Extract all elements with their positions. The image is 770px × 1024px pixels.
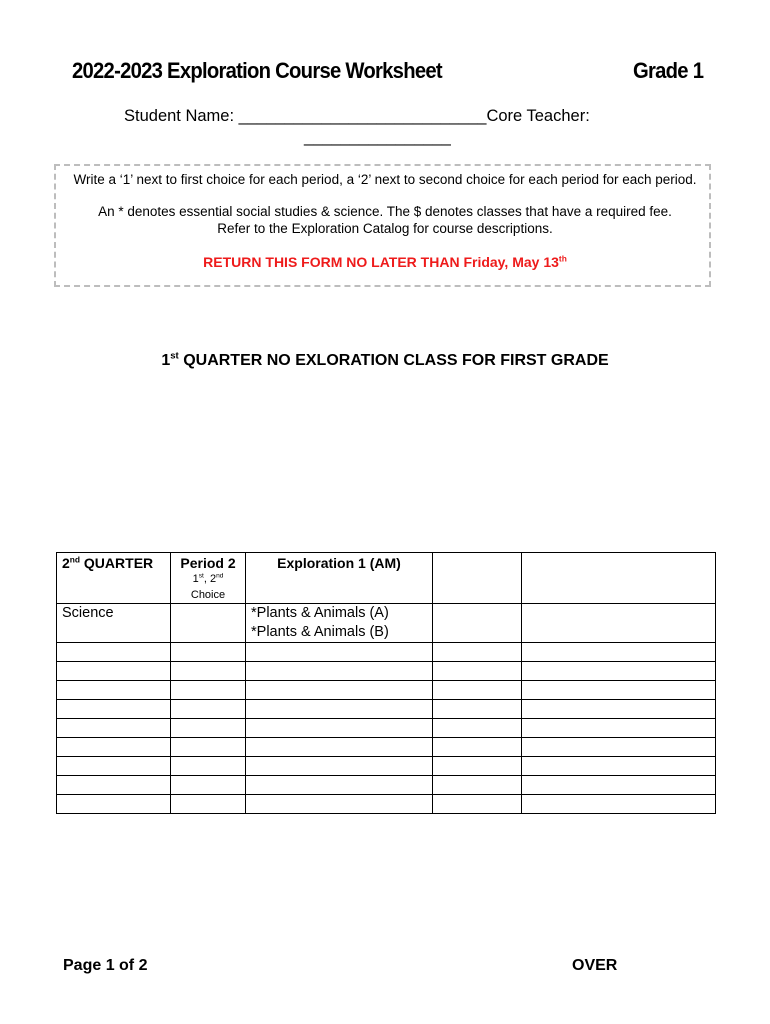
table-cell	[57, 643, 171, 662]
choice-cell[interactable]	[171, 700, 246, 719]
table-row	[57, 719, 716, 738]
table-cell	[246, 719, 433, 738]
table-cell	[522, 643, 716, 662]
core-teacher-label: Core Teacher:	[486, 107, 590, 125]
return-deadline	[0, 254, 770, 270]
choice-cell[interactable]	[171, 795, 246, 814]
table-cell	[57, 662, 171, 681]
quarter1-heading	[0, 352, 770, 370]
table-row	[57, 604, 716, 643]
table-cell	[57, 795, 171, 814]
table-row	[57, 738, 716, 757]
core-teacher-field[interactable]: ________________	[304, 128, 451, 146]
quarter1-text: QUARTER NO EXLORATION CLASS FOR FIRST GRADE	[178, 352, 609, 369]
table-cell	[522, 757, 716, 776]
return-deadline-sup: th	[558, 253, 567, 264]
table-cell	[522, 662, 716, 681]
table-cell	[246, 776, 433, 795]
table-cell	[522, 700, 716, 719]
table-cell	[57, 757, 171, 776]
table-cell	[246, 662, 433, 681]
instruction-symbols: An * denotes essential social studies & science. The $ denotes classes that have a required fee.	[98, 204, 672, 219]
table-cell	[522, 776, 716, 795]
choice-1: 1	[192, 573, 199, 585]
table-row	[57, 757, 716, 776]
instruction-catalog: Refer to the Exploration Catalog for course descriptions.	[217, 221, 553, 236]
choice-cell[interactable]	[171, 604, 246, 643]
table-cell	[246, 795, 433, 814]
quarter2-num: 2	[62, 555, 70, 571]
header-empty-cell	[522, 553, 716, 604]
table-cell	[246, 757, 433, 776]
table-cell	[522, 738, 716, 757]
table-cell	[433, 719, 522, 738]
table-cell	[57, 719, 171, 738]
class-option: *Plants & Animals (A)	[251, 605, 389, 621]
student-name-label: Student Name:	[124, 107, 239, 125]
table-cell	[433, 604, 522, 643]
table-cell	[433, 700, 522, 719]
table-cell	[522, 719, 716, 738]
choice-cell[interactable]	[171, 662, 246, 681]
page-number: Page 1 of 2	[63, 957, 148, 974]
choice-cell[interactable]	[171, 776, 246, 795]
choice-cell[interactable]	[171, 757, 246, 776]
table-row	[57, 681, 716, 700]
return-deadline-text: RETURN THIS FORM NO LATER THAN Friday, May 13	[203, 254, 559, 270]
table-cell	[246, 643, 433, 662]
exploration-header: Exploration 1 (AM)	[246, 553, 433, 604]
table-cell	[433, 795, 522, 814]
table-cell	[246, 738, 433, 757]
table-row	[57, 643, 716, 662]
table-cell	[57, 738, 171, 757]
table-row	[57, 700, 716, 719]
student-info-line	[124, 107, 590, 126]
table-cell	[246, 700, 433, 719]
grade-label: Grade 1	[633, 58, 704, 83]
student-name-field[interactable]: ___________________________	[238, 107, 487, 125]
table-cell	[57, 681, 171, 700]
choice-sep: , 2	[203, 573, 217, 585]
table-cell	[522, 795, 716, 814]
quarter1-num: 1	[161, 352, 171, 369]
period-label: Period 2	[180, 555, 236, 571]
quarter2-header	[57, 553, 171, 604]
table-cell	[433, 643, 522, 662]
class-list-cell	[246, 604, 433, 643]
choice-1-sup: st	[198, 572, 204, 580]
quarter2-table	[56, 552, 716, 814]
table-cell	[57, 776, 171, 795]
choice-order	[171, 571, 245, 587]
over-label: OVER	[572, 957, 618, 974]
table-cell	[57, 700, 171, 719]
choice-cell[interactable]	[171, 643, 246, 662]
quarter1-sup: st	[170, 350, 179, 362]
worksheet-title: 2022-2023 Exploration Course Worksheet	[72, 58, 442, 83]
choice-label: Choice	[190, 589, 226, 601]
table-cell	[433, 776, 522, 795]
table-cell	[433, 681, 522, 700]
choice-2-sup: nd	[216, 572, 224, 580]
table-cell	[433, 738, 522, 757]
table-header-row	[57, 553, 716, 604]
table-cell	[522, 681, 716, 700]
table-cell	[246, 681, 433, 700]
period-header	[171, 553, 246, 604]
subject-cell: Science	[57, 604, 171, 643]
table-cell	[433, 662, 522, 681]
table-row	[57, 662, 716, 681]
table-row	[57, 776, 716, 795]
choice-cell[interactable]	[171, 681, 246, 700]
table-row	[57, 795, 716, 814]
choice-cell[interactable]	[171, 738, 246, 757]
table-cell	[433, 757, 522, 776]
class-option: *Plants & Animals (B)	[251, 624, 389, 640]
choice-cell[interactable]	[171, 719, 246, 738]
quarter2-sup: nd	[69, 554, 81, 565]
quarter2-text: QUARTER	[80, 555, 154, 571]
table-cell	[522, 604, 716, 643]
instruction-choices: Write a ‘1’ next to first choice for each period, a ‘2’ next to second choice for each period for each period.	[73, 172, 697, 187]
header-empty-cell	[433, 553, 522, 604]
